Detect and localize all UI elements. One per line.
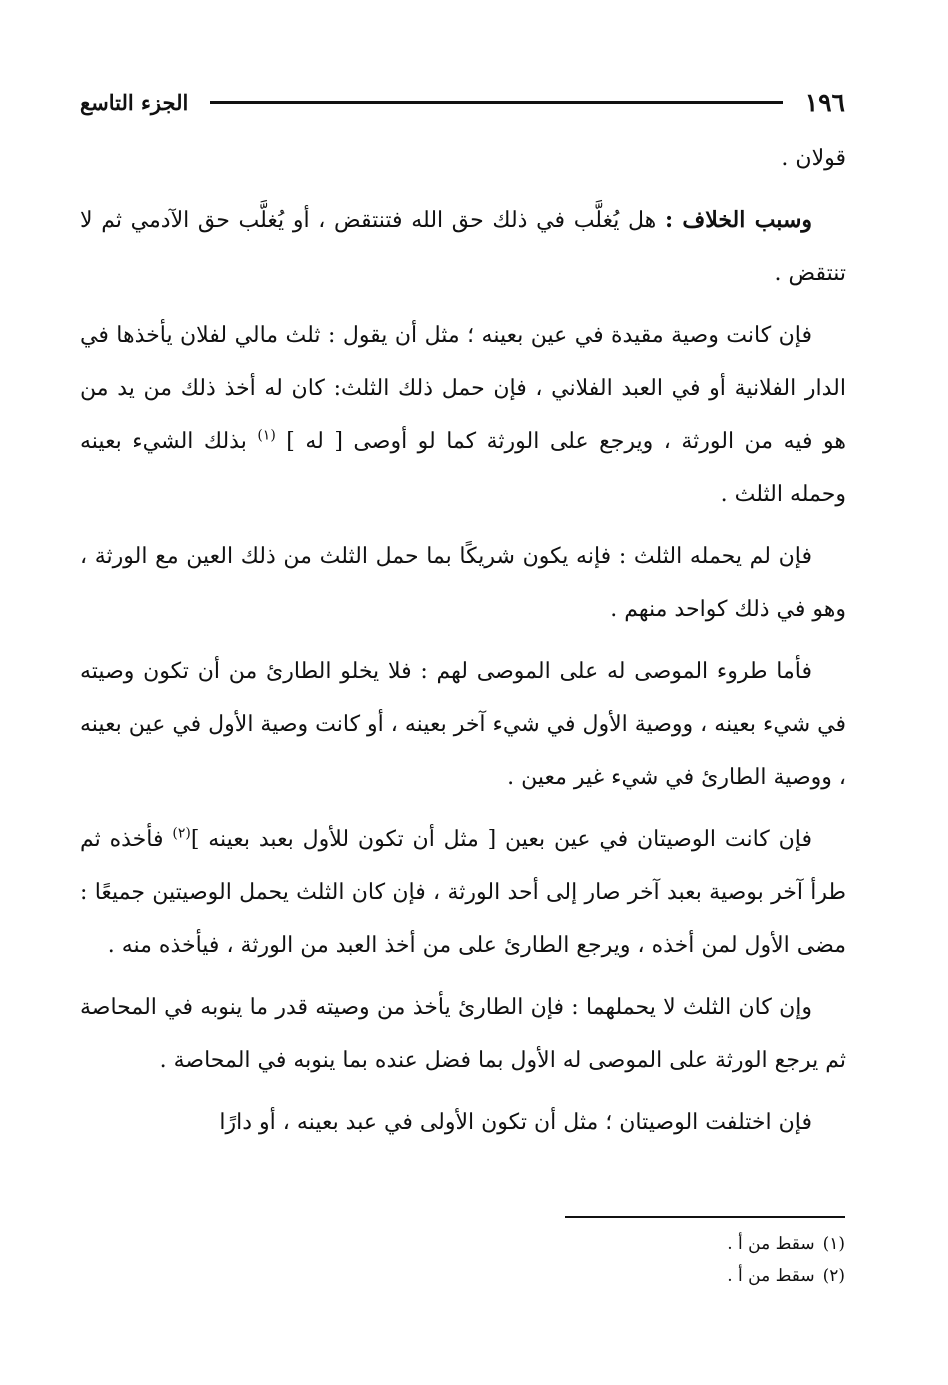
paragraph-1: قولان .	[781, 146, 846, 171]
paragraph-3-text-b: بذلك الشيء بعينه وحمله الثلث .	[80, 429, 846, 507]
paragraph-6-text-a: فإن كانت الوصيتان في عين بعين [ مثل أن تكون للأول بعبد بعينه ]	[190, 827, 812, 852]
footnote-2	[560, 1260, 845, 1292]
paragraph-4: فإن لم يحمله الثلث : فإنه يكون شريكًا بما حمل الثلث من ذلك العين مع الورثة ، وهو في ذلك كواحد منهم .	[80, 544, 846, 622]
bold-term: وسبب الخلاف :	[664, 207, 812, 233]
header-rule	[210, 101, 782, 104]
footnote-marker-2: (٢)	[172, 825, 191, 842]
paragraph-3	[80, 309, 846, 521]
paragraph-5: فأما طروء الموصى له على الموصى لهم : فلا يخلو الطارئ من أن تكون وصيته في شيء بعينه ، ووصية الأول في شيء آخر بعينه ، أو كانت وصية الأول في عين بعينه ، ووصية الطارئ في شيء غير معين .	[80, 659, 846, 790]
body-text	[80, 132, 846, 1158]
footnotes	[560, 1228, 845, 1292]
footnote-number: (٢)	[822, 1266, 845, 1286]
paragraph-3-text-a: فإن كانت وصية مقيدة في عين بعينه ؛ مثل أن يقول : ثلث مالي لفلان يأخذها في الدار الفلانية أو في العبد الفلاني ، فإن حمل ذلك الثلث: كان له أخذ ذلك من يد من هو فيه من الورثة ، ويرجع على الورثة كما لو أوصى [ له ]	[80, 323, 846, 454]
page-number: ١٩٦	[804, 87, 845, 117]
paragraph-2	[80, 194, 846, 300]
footnote-number: (١)	[822, 1234, 845, 1254]
paragraph-7: وإن كان الثلث لا يحملهما : فإن الطارئ يأخذ من وصيته قدر ما ينوبه في المحاصة ثم يرجع الورثة على الموصى له الأول بما فضل عنده بما ينوبه في المحاصة .	[80, 995, 846, 1073]
footnote-marker-1: (١)	[257, 427, 276, 444]
footnote-rule	[565, 1216, 845, 1218]
running-title: الجزء التاسع	[80, 89, 189, 115]
paragraph-6-text-b: فأخذه ثم طرأ آخر بوصية بعبد آخر صار إلى أحد الورثة ، فإن كان الثلث يحمل الوصيتين جميعًا : مضى الأول لمن أخذه ، ويرجع الطارئ على من أخذ العبد من الورثة ، فيأخذه منه .	[80, 827, 846, 958]
footnote-text: سقط من أ .	[727, 1266, 815, 1286]
paragraph-8: فإن اختلفت الوصيتان ؛ مثل أن تكون الأولى في عبد بعينه ، أو دارًا	[219, 1110, 812, 1135]
page-header	[80, 82, 845, 122]
footnote-text: سقط من أ .	[727, 1234, 815, 1254]
paragraph-6	[80, 813, 846, 972]
footnote-1	[560, 1228, 845, 1260]
paragraph-2-text: هل يُغلَّب في ذلك حق الله فتنتقض ، أو يُغلَّب حق الآدمي ثم لا تنتقض .	[80, 208, 846, 286]
